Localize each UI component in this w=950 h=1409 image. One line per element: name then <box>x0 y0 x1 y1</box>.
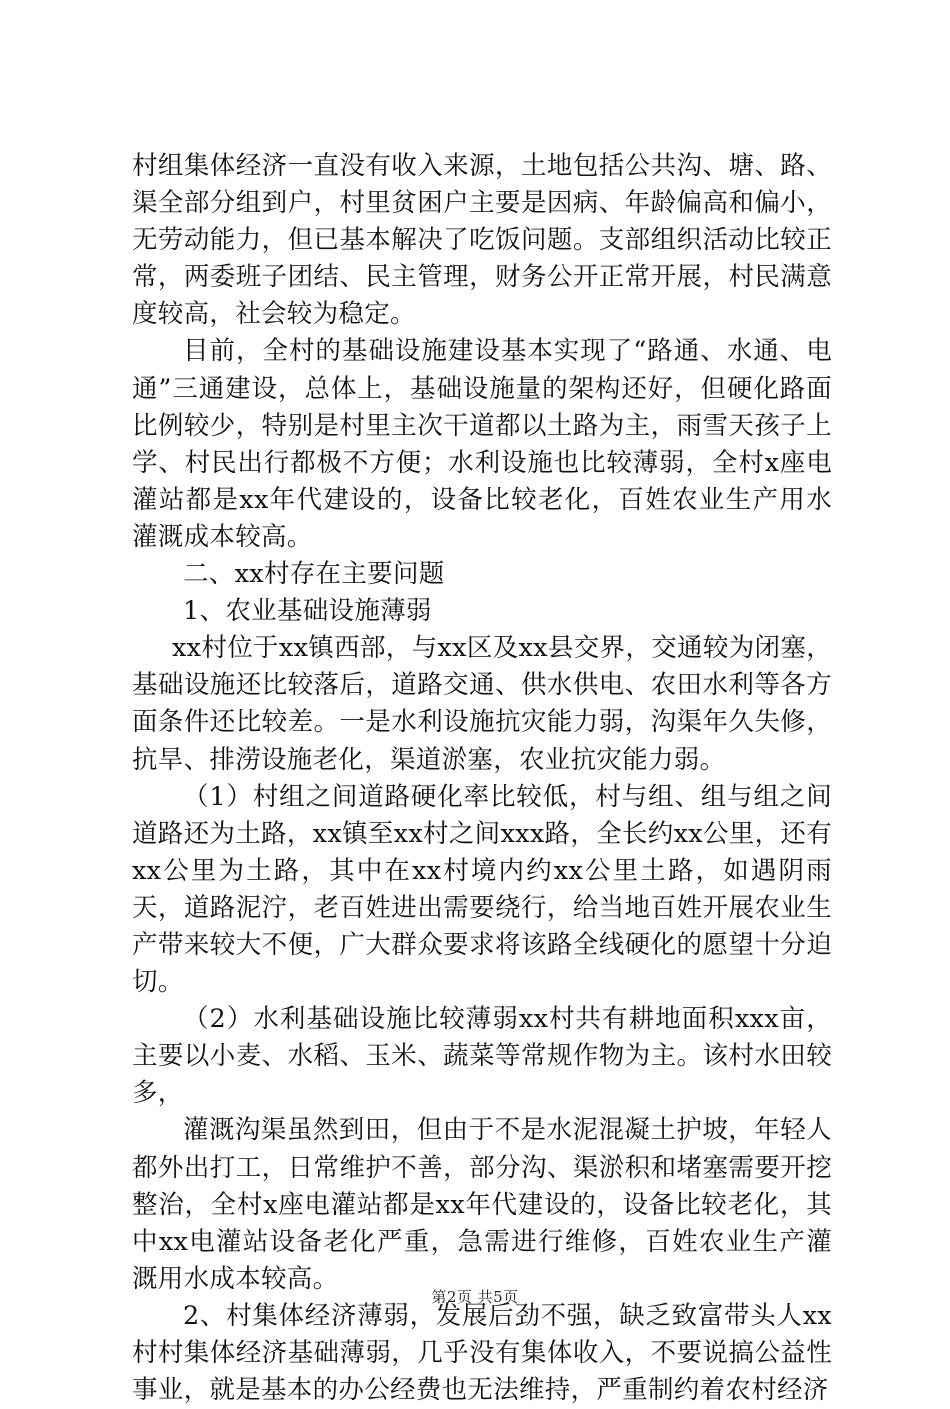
subheading-agri-infrastructure: 1、农业基础设施薄弱 <box>183 596 432 627</box>
document-body <box>132 148 832 1409</box>
paragraph-infrastructure-status: 目前，全村的基础设施建设基本实现了“路通、水通、电通”三通建设，总体上，基础设施量的架构还好，但硬化路面比例较少，特别是村里主次干道都以土路为主，雨雪天孩子上学、村民出行都极不方便；水利设施也比较薄弱，全村x座电灌站都是xx年代建设的，设备比较老化，百姓农业生产用水灌溉成本较高。 <box>132 336 832 552</box>
paragraph-collective-economy: 村组集体经济一直没有收入来源，土地包括公共沟、塘、路、渠全部分组到户，村里贫困户主要是因病、年龄偏高和偏小，无劳动能力，但已基本解决了吃饭问题。支部组织活动比较正常，两委班子团结、民主管理，财务公开正常开展，村民满意度较高，社会较为稳定。 <box>132 151 832 330</box>
paragraph-irrigation-channels: 灌溉沟渠虽然到田，但由于不是水泥混凝土护坡，年轻人都外出打工，日常维护不善，部分沟、渠淤积和堵塞需要开挖整治，全村x座电灌站都是xx年代建设的，设备比较老化，其中xx电灌站设备老化严重，急需进行维修，百姓农业生产灌溉用水成本较高。 <box>132 1115 832 1294</box>
page-number-footer: 第2页 共5页 <box>431 1288 519 1306</box>
paragraph-road-hardening: （1）村组之间道路硬化率比较低，村与组、组与组之间道路还为土路，xx镇至xx村之间xxx路，全长约xx公里，还有xx公里为土路，其中在xx村境内约xx公里土路，如遇阴雨天，道路泥泞，老百姓进出需要绕行，给当地百姓开展农业生产带来较大不便，广大群众要求将该路全线硬化的愿望十分迫切。 <box>132 781 832 998</box>
paragraph-village-location: xx村位于xx镇西部，与xx区及xx县交界，交通较为闭塞，基础设施还比较落后，道路交通、供水供电、农田水利等各方面条件还比较差。一是水利设施抗灾能力弱，沟渠年久失修，抗旱、排涝设施老化，渠道淤塞，农业抗灾能力弱。 <box>132 633 832 775</box>
section-heading-main-problems: 二、xx村存在主要问题 <box>183 559 445 590</box>
paragraph-water-facilities: （2）水利基础设施比较薄弱xx村共有耕地面积xxx亩，主要以小麦、水稻、玉米、蔬菜等常规作物为主。该村水田较多， <box>132 1004 832 1109</box>
paragraph-weak-collective-economy: 2、村集体经济薄弱，发展后劲不强，缺乏致富带头人xx村村集体经济基础薄弱，几乎没有集体收入，不要说搞公益性事业，就是基本的办公经费也无法维持，严重制约着农村经济 <box>132 1300 832 1406</box>
